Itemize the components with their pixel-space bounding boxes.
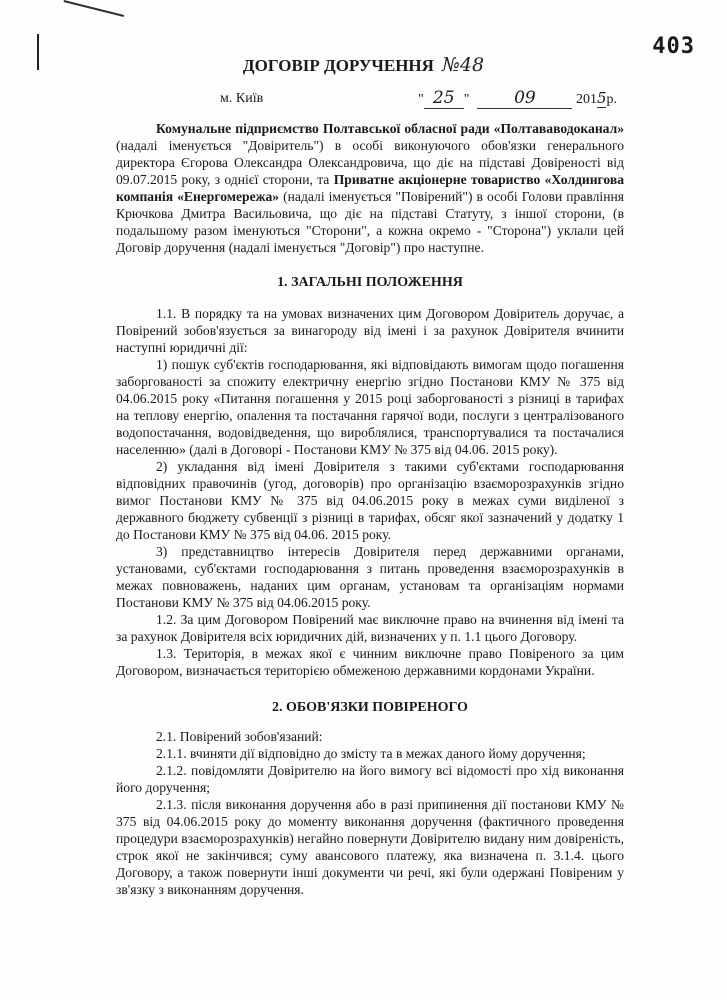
date-open-quote: " — [418, 92, 424, 107]
document-title: ДОГОВІР ДОРУЧЕННЯ — [242, 56, 434, 75]
clause-1-1-2: 2) укладання від імені Довірителя з такими суб'єктами господарювання відповідних правочинів (угод, договорів) про організацію взаєморозрахунків згідно вимог Постанови КМУ № 375 від 04.06.2015 року в межах суми виділеної з державного бюджету субвенції з різниці в тарифах, обсяг якої зазначений у додатку 1 до Постанови КМУ № 375 від 04.06. 2015 року. — [116, 459, 624, 542]
date-year-suffix: р. — [606, 92, 617, 107]
party2-name: Приватне акціонерне товариство «Холдингова компанія «Енергомережа» — [116, 172, 624, 204]
clause-2-1: 2.1. Повірений зобов'язаний: — [156, 729, 323, 744]
clause-2-1-1: 2.1.1. вчиняти дії відповідно до змісту та в межах даного йому доручення; — [156, 746, 586, 761]
clause-2-1-3: 2.1.3. після виконання доручення або в разі припинення дії постанови КМУ № 375 від 04.06.2015 року до моменту виконання доручення (фактичного проведення процедури взаєморозрахунків) негайно повернути Довірителю видану ним довіреність, строк якої не закінчився; суму авансового платежу, яка визначена п. 3.1.4. цього Договору, а також повернути інші документи чи речі, які були одержані Повіреним у зв'язку з виконанням доручення. — [116, 797, 624, 897]
date-year-hand: 5 — [596, 89, 607, 107]
date-day: 25 — [424, 88, 464, 109]
contract-number: №48 — [441, 54, 485, 76]
party2-rest: (надалі іменується "Повірений") в особі Голови правління Крючкова Дмитра Васильовича, що діє на підставі Статуту, з іншої сторони, (в подальшому разом іменуються "Сторони", а кожна окремо - "Сторона") уклали цей Договір доручення (надалі іменується "Договір") про наступне. — [116, 189, 624, 255]
party1-rest: (надалі іменується "Довіритель") в особі виконуючого обов'язки генерального директора Єгорова Олександра Олександровича, що діє на підставі Довіреності від 09.07.2015 року, з однієї сторони, та — [116, 138, 624, 187]
section1-heading: 1. ЗАГАЛЬНІ ПОЛОЖЕННЯ — [277, 275, 463, 290]
city: м. Київ — [220, 91, 264, 106]
document-body — [116, 120, 624, 898]
page-number: 403 — [652, 34, 695, 59]
scan-mark-diagonal — [64, 0, 125, 17]
date-month: 09 — [477, 88, 572, 109]
clause-1-1-3: 3) представництво інтересів Довірителя перед державними органами, установами, суб'єктами господарювання з питань проведення взаєморозрахунків в межах повноважень, наданих цим органам, установам та організаціям нормами Постанови КМУ № 375 від 04.06.2015 року. — [116, 544, 624, 610]
clause-1-2: 1.2. За цим Договором Повірений має виключне право на вчинення від імені та за рахунок Довірителя всіх юридичних дій, визначених у п. 1.1 цього Договору. — [116, 612, 624, 644]
clause-1-1: 1.1. В порядку та на умовах визначених цим Договором Довіритель доручає, а Повірений зобов'язується за винагороду від імені і за рахунок Довірителя вчинити наступні юридичні дії: — [116, 306, 624, 355]
date-year-prefix: 201 — [575, 92, 597, 107]
clause-2-1-2: 2.1.2. повідомляти Довірителю на його вимогу всі відомості про хід виконання його доручення; — [116, 763, 624, 795]
clause-1-1-1: 1) пошук суб'єктів господарювання, які відповідають вимогам щодо погашення заборгованості за спожиту електричну енергію згідно Постанови КМУ № 375 від 04.06.2015 року «Питання погашення у 2015 році заборгованості з різниці в тарифах на теплову енергію, опалення та постачання гарячої води, послуги з централізованого водопостачання, водовідведення, що вироблялися, транспортувалися та постачалися населенню» (далі в Договорі - Постанови КМУ № 375 від 04.06. 2015 року). — [116, 357, 624, 457]
contract-date — [418, 88, 617, 109]
date-close-quote: " — [463, 92, 470, 107]
document-title-row — [0, 54, 727, 76]
preamble — [116, 120, 624, 256]
section2-heading: 2. ОБОВ'ЯЗКИ ПОВІРЕНОГО — [272, 700, 468, 715]
party1-name: Комунальне підприємство Полтавської обласної ради «Полтававодоканал» — [156, 121, 624, 136]
clause-1-3: 1.3. Територія, в межах якої є чинним виключне право Повіреного за цим Договором, визначається територією обмеженою державними кордонами України. — [116, 646, 624, 678]
